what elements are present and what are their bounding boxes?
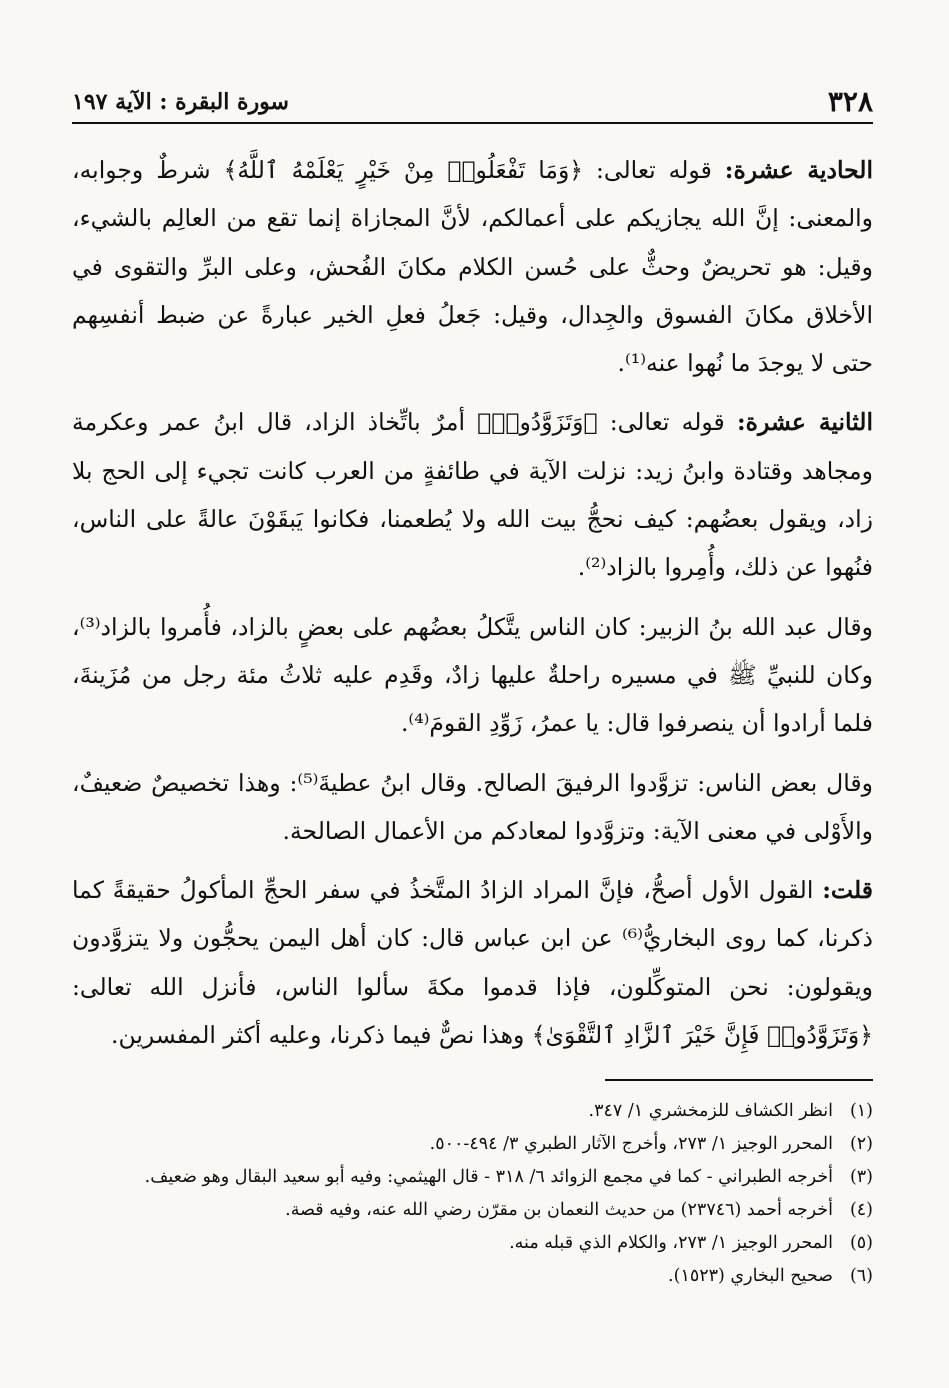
surah-title: سورة البقرة : الآية ١٩٧ <box>72 89 289 115</box>
paragraph-text: قوله تعالى: ﴿وَمَا تَفْعَلُوا۟ مِنْ خَيْرٍ يَعْلَمْهُ ٱللَّهُ﴾ شرطٌ وجوابه، والمعنى: إنَّ الله يجازيكم على أعمالكم، لأنَّ المجازاة إنما تقع من العالِم بالشيء، وقيل: هو تحريضٌ وحثٌّ على حُسن الكلام مكانَ الفُحش، وعلى البرِّ والتقوى في الأخلاق مكانَ الفسوق والجِدال، وقيل: جَعلُ فعلِ الخير عبارةً عن ضبط أنفسِهم حتى لا يوجدَ ما نُهوا عنه⁽¹⁾. <box>72 156 873 378</box>
paragraph-heading: الحادية عشرة: <box>724 156 873 184</box>
paragraph-twelfth <box>72 398 873 591</box>
footnotes <box>72 1095 873 1293</box>
footnote-number: (٥) <box>849 1233 873 1254</box>
footnote-separator <box>605 1079 873 1081</box>
footnote-number: (٦) <box>849 1266 873 1287</box>
footnote <box>72 1095 873 1128</box>
paragraph-ibn-zubair <box>72 603 873 748</box>
footnote-text: أخرجه أحمد (٢٣٧٤٦) من حديث النعمان بن مقرّن رضي الله عنه، وفيه قصة. <box>285 1200 833 1221</box>
running-header <box>72 78 873 124</box>
paragraph-text: قوله تعالى: ﴿وَتَزَوَّدُوا۟﴾ أمرٌ باتِّخاذ الزاد، قال ابنُ عمر وعكرمة ومجاهد وقتادة وابنُ زيد: نزلت الآية في طائفةٍ من العرب كانت تجيء إلى الحج بلا زاد، ويقول بعضُهم: كيف نحجُّ بيت الله ولا يُطعمنا، فكانوا يَبقَوْنَ عالةً على الناس، فنُهوا عن ذلك، وأُمِروا بالزاد⁽²⁾. <box>72 408 873 582</box>
footnote <box>72 1128 873 1161</box>
footnote-text: أخرجه الطبراني - كما في مجمع الزوائد ٦/ ٣١٨ - قال الهيثمي: وفيه أبو سعيد البقال وهو ضعيف. <box>144 1167 833 1188</box>
footnote <box>72 1260 873 1293</box>
footnote-number: (٣) <box>849 1167 873 1188</box>
paragraph-text: وقال عبد الله بنُ الزبير: كان الناس يتَّكلُ بعضُهم على بعضٍ بالزاد، فأُمروا بالزاد⁽³⁾، وكان للنبيِّ ﷺ في مسيره راحلةٌ عليها زادٌ، وقَدِم عليه ثلاثُ مئة رجل من مُزَينةَ، فلما أرادوا أن ينصرفوا قال: يا عمرُ، زَوِّدِ القومَ⁽⁴⁾. <box>72 612 873 738</box>
footnote-text: صحيح البخاري (١٥٢٣). <box>668 1266 833 1287</box>
footnote-number: (٢) <box>849 1134 873 1155</box>
footnote-text: انظر الكشاف للزمخشري ١/ ٣٤٧. <box>588 1101 833 1122</box>
footnote-number: (١) <box>849 1101 873 1122</box>
paragraph-heading: الثانية عشرة: <box>736 408 873 437</box>
footnote-text: المحرر الوجيز ١/ ٢٧٣، وأخرج الآثار الطبري ٣/ ٤٩٤-٥٠٠. <box>429 1134 833 1155</box>
page-number: ٣٢٨ <box>827 85 873 118</box>
footnote-number: (٤) <box>849 1200 873 1221</box>
paragraph-eleventh <box>72 146 873 387</box>
footnote <box>72 1227 873 1260</box>
footnote-text: المحرر الوجيز ١/ ٢٧٣، والكلام الذي قبله منه. <box>509 1233 833 1254</box>
main-text <box>72 146 873 1059</box>
paragraph-ibn-atiyya <box>72 759 873 856</box>
footnote <box>72 1161 873 1194</box>
paragraph-heading: قلت: <box>822 876 873 905</box>
paragraph-qultu <box>72 866 873 1059</box>
paragraph-text: القول الأول أصحُّ، فإنَّ المراد الزادُ المتَّخذُ في سفر الحجِّ المأكولُ حقيقةً كما ذكرنا، كما روى البخاريُّ⁽⁶⁾ عن ابن عباس قال: كان أهل اليمن يحجُّون ولا يتزوَّدون ويقولون: نحن المتوكِّلون، فإذا قدموا مكةَ سألوا الناس، فأنزل الله تعالى: ﴿وَتَزَوَّدُوا۟ فَإِنَّ خَيْرَ ٱلزَّادِ ٱلتَّقْوَىٰ﴾ وهذا نصٌّ فيما ذكرنا، وعليه أكثر المفسرين. <box>72 876 874 1050</box>
footnote <box>72 1194 873 1227</box>
paragraph-text: وقال بعض الناس: تزوَّدوا الرفيقَ الصالح. وقال ابنُ عطيةَ⁽⁵⁾: وهذا تخصيصٌ ضعيفٌ، والأَوْلى في معنى الآية: وتزوَّدوا لمعادكم من الأعمال الصالحة. <box>72 768 873 845</box>
